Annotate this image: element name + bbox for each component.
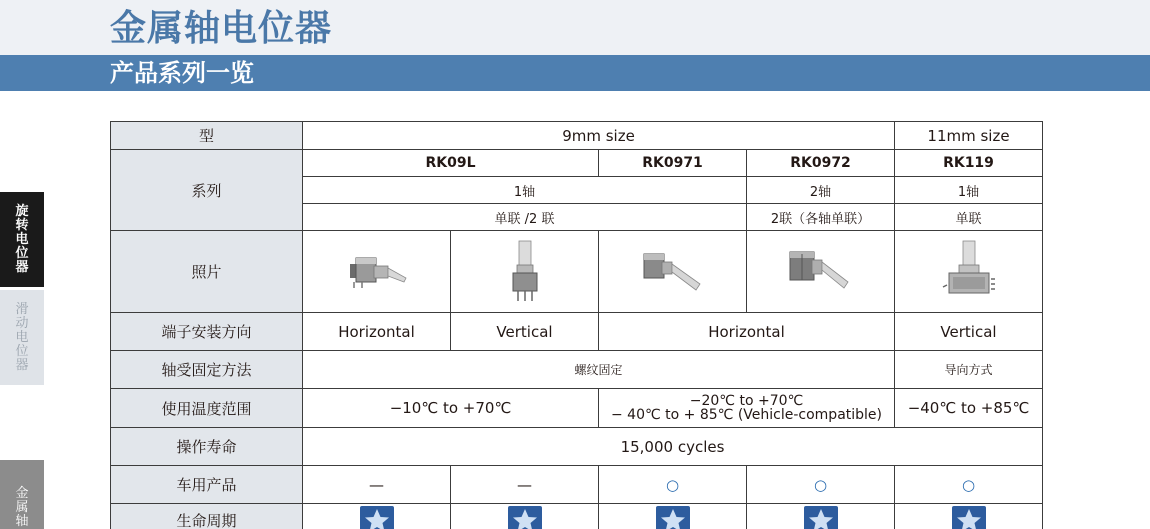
gang-single: 单联 [895,204,1043,231]
gang-single-double: 单联 /2 联 [303,204,747,231]
table-row [111,231,1043,313]
shaft-count-two: 2轴 [747,177,895,204]
gang-double-each: 2联（各轴单联） [747,204,895,231]
side-tab-char: 位 [15,343,29,359]
table-row [111,351,1043,389]
potentiometer-photo [342,244,412,300]
table-row [111,122,1043,150]
table-row [111,466,1043,504]
terminal-rk097x: Horizontal [599,313,895,351]
side-tab-char: 旋 [15,203,29,219]
model-rk119: RK119 [895,150,1043,177]
side-tab-metal-shaft[interactable] [0,460,44,529]
table-row [111,428,1043,466]
potentiometer-photo [939,239,999,305]
terminal-rk09l-vertical: Vertical [451,313,599,351]
shaft-fix-screw: 螺纹固定 [303,351,895,389]
side-tab-char: 轴 [15,514,29,529]
shaft-count-one-rk119: 1轴 [895,177,1043,204]
automotive-rk0971: ○ [599,466,747,504]
lifecycle-rk0972 [747,504,895,529]
model-rk0971: RK0971 [599,150,747,177]
temp-rk09l: −10℃ to +70℃ [303,389,599,428]
row-label-shaft-fix: 轴受固定方法 [111,351,303,389]
side-tab-char: 位 [15,245,29,261]
row-label-temp: 使用温度范围 [111,389,303,428]
side-tab-char: 金 [15,486,29,501]
lifecycle-rk0971 [599,504,747,529]
star-badge-icon [360,506,394,529]
lifecycle-rk09l-v [451,504,599,529]
potentiometer-photo [500,239,550,305]
row-label-terminal: 端子安装方向 [111,313,303,351]
side-tab-char: 电 [15,329,29,345]
potentiometer-photo [638,244,708,300]
temp-rk097x-vehicle: − 40℃ to + 85℃ (Vehicle-compatible) [610,407,883,423]
side-tab-char: 器 [15,357,29,373]
table-row [111,150,1043,177]
page-title: 金属轴电位器 [110,8,333,49]
size-9mm: 9mm size [303,122,895,150]
star-badge-icon [656,506,690,529]
potentiometer-photo [786,244,856,300]
side-tab-char: 电 [15,231,29,247]
lifecycle-rk119 [895,504,1043,529]
side-tab-char: 属 [15,500,29,515]
row-label-life: 操作寿命 [111,428,303,466]
automotive-rk0972: ○ [747,466,895,504]
temp-rk097x [599,389,895,428]
star-badge-icon [952,506,986,529]
photo-rk119 [895,231,1043,313]
operating-life: 15,000 cycles [303,428,1043,466]
side-tab-slide-potentiometer[interactable] [0,290,44,385]
page-subtitle: 产品系列一览 [110,59,254,87]
table-row [111,504,1043,529]
star-badge-icon [804,506,838,529]
row-label-type: 型 [111,122,303,150]
shaft-fix-guide: 导向方式 [895,351,1043,389]
automotive-rk119: ○ [895,466,1043,504]
model-rk0972: RK0972 [747,150,895,177]
photo-rk0971 [599,231,747,313]
photo-rk09l-vertical [451,231,599,313]
side-tab-char: 滑 [15,301,29,317]
table-row [111,313,1043,351]
side-tab-rotary-potentiometer[interactable] [0,192,44,287]
table-row [111,389,1043,428]
model-rk09l: RK09L [303,150,599,177]
terminal-rk119: Vertical [895,313,1043,351]
row-label-photo: 照片 [111,231,303,313]
size-11mm: 11mm size [895,122,1043,150]
temp-rk097x-standard: −20℃ to +70℃ [689,393,804,409]
row-label-automotive: 车用产品 [111,466,303,504]
row-label-series: 系列 [111,150,303,231]
automotive-rk09l-h: — [303,466,451,504]
temp-rk119: −40℃ to +85℃ [895,389,1043,428]
product-lineup-table [110,121,1043,529]
terminal-rk09l-horizontal: Horizontal [303,313,451,351]
star-badge-icon [508,506,542,529]
subtitle-band [0,55,1150,91]
lifecycle-rk09l-h [303,504,451,529]
side-tab-char: 动 [15,315,29,331]
side-tab-char: 器 [15,259,29,275]
row-label-lifecycle: 生命周期 [111,504,303,529]
shaft-count-one: 1轴 [303,177,747,204]
photo-rk0972 [747,231,895,313]
automotive-rk09l-v: — [451,466,599,504]
photo-rk09l-horizontal [303,231,451,313]
side-tab-char: 转 [15,217,29,233]
title-band [0,0,1150,55]
